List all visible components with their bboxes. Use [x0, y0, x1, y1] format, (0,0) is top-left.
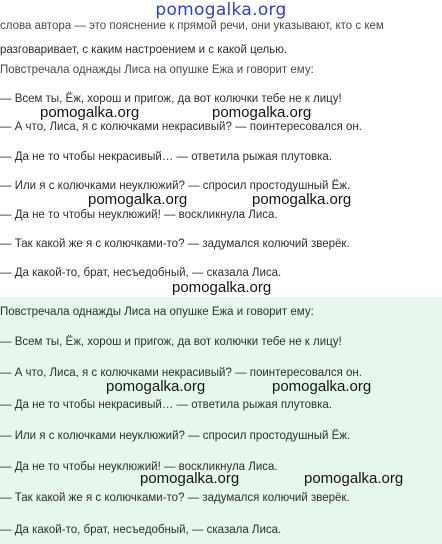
- overlay-watermark: pomogalka.org: [40, 104, 140, 121]
- overlay-watermark: pomogalka.org: [272, 378, 372, 395]
- overlay-watermark: pomogalka.org: [172, 279, 272, 296]
- top-story-line-3: — А что, Лиса, я с колючками некрасивый? — поинтересовался он.: [0, 121, 362, 133]
- overlay-watermark: pomogalka.org: [106, 378, 206, 395]
- bottom-story-line-6: — Да не то чтобы неуклюжий! — воскликнула Лиса.: [0, 461, 278, 473]
- overlay-watermark: pomogalka.org: [88, 191, 188, 208]
- overlay-watermark: pomogalka.org: [140, 470, 240, 487]
- bottom-story-line-4: — Да не то чтобы некрасивый… — ответила рыжая плутовка.: [0, 399, 333, 411]
- top-story-line-7: — Так какой же я с колючками-то? — задумался колючий зверёк.: [0, 238, 350, 250]
- bottom-story-line-5: — Или я с колючками неуклюжий? — спросил простодушный Ёж.: [0, 430, 351, 442]
- bottom-story-line-2: — Всем ты, Ёж, хорош и пригож, да вот колючки тебе не к лицу!: [0, 336, 342, 348]
- top-story-line-5: — Или я с колючками неуклюжий? — спросил простодушный Ёж.: [0, 180, 351, 192]
- overlay-watermark: pomogalka.org: [212, 104, 312, 121]
- intro-line-2: разговаривает, с каким настроением и с какой целью.: [0, 44, 288, 56]
- bottom-story-line-8: — Да какой-то, брат, несъедобный, — сказала Лиса.: [0, 524, 282, 536]
- bottom-story-line-3: — А что, Лиса, я с колючками некрасивый? — поинтересовался он.: [0, 367, 362, 379]
- top-story-line-2: — Всем ты, Ёж, хорош и пригож, да вот колючки тебе не к лицу!: [0, 93, 342, 105]
- top-story-line-6: — Да не то чтобы неуклюжий! — воскликнула Лиса.: [0, 209, 278, 221]
- intro-line-1: слова автора — это пояснение к прямой речи, они указывают, кто с кем: [0, 20, 384, 32]
- overlay-watermark: pomogalka.org: [252, 191, 352, 208]
- top-story-line-4: — Да не то чтобы некрасивый… — ответила рыжая плутовка.: [0, 151, 333, 163]
- site-watermark-header[interactable]: pomogalka.org: [155, 0, 287, 20]
- top-story-line-1: Повстречала однажды Лиса на опушке Ежа и говорит ему:: [0, 64, 314, 76]
- top-story-line-8: — Да какой-то, брат, несъедобный, — сказала Лиса.: [0, 267, 282, 279]
- bottom-story-line-1: Повстречала однажды Лиса на опушке Ежа и говорит ему:: [0, 306, 314, 318]
- bottom-story-line-7: — Так какой же я с колючками-то? — задумался колючий зверёк.: [0, 492, 350, 504]
- bottom-text-block: [0, 297, 442, 544]
- overlay-watermark: pomogalka.org: [304, 470, 404, 487]
